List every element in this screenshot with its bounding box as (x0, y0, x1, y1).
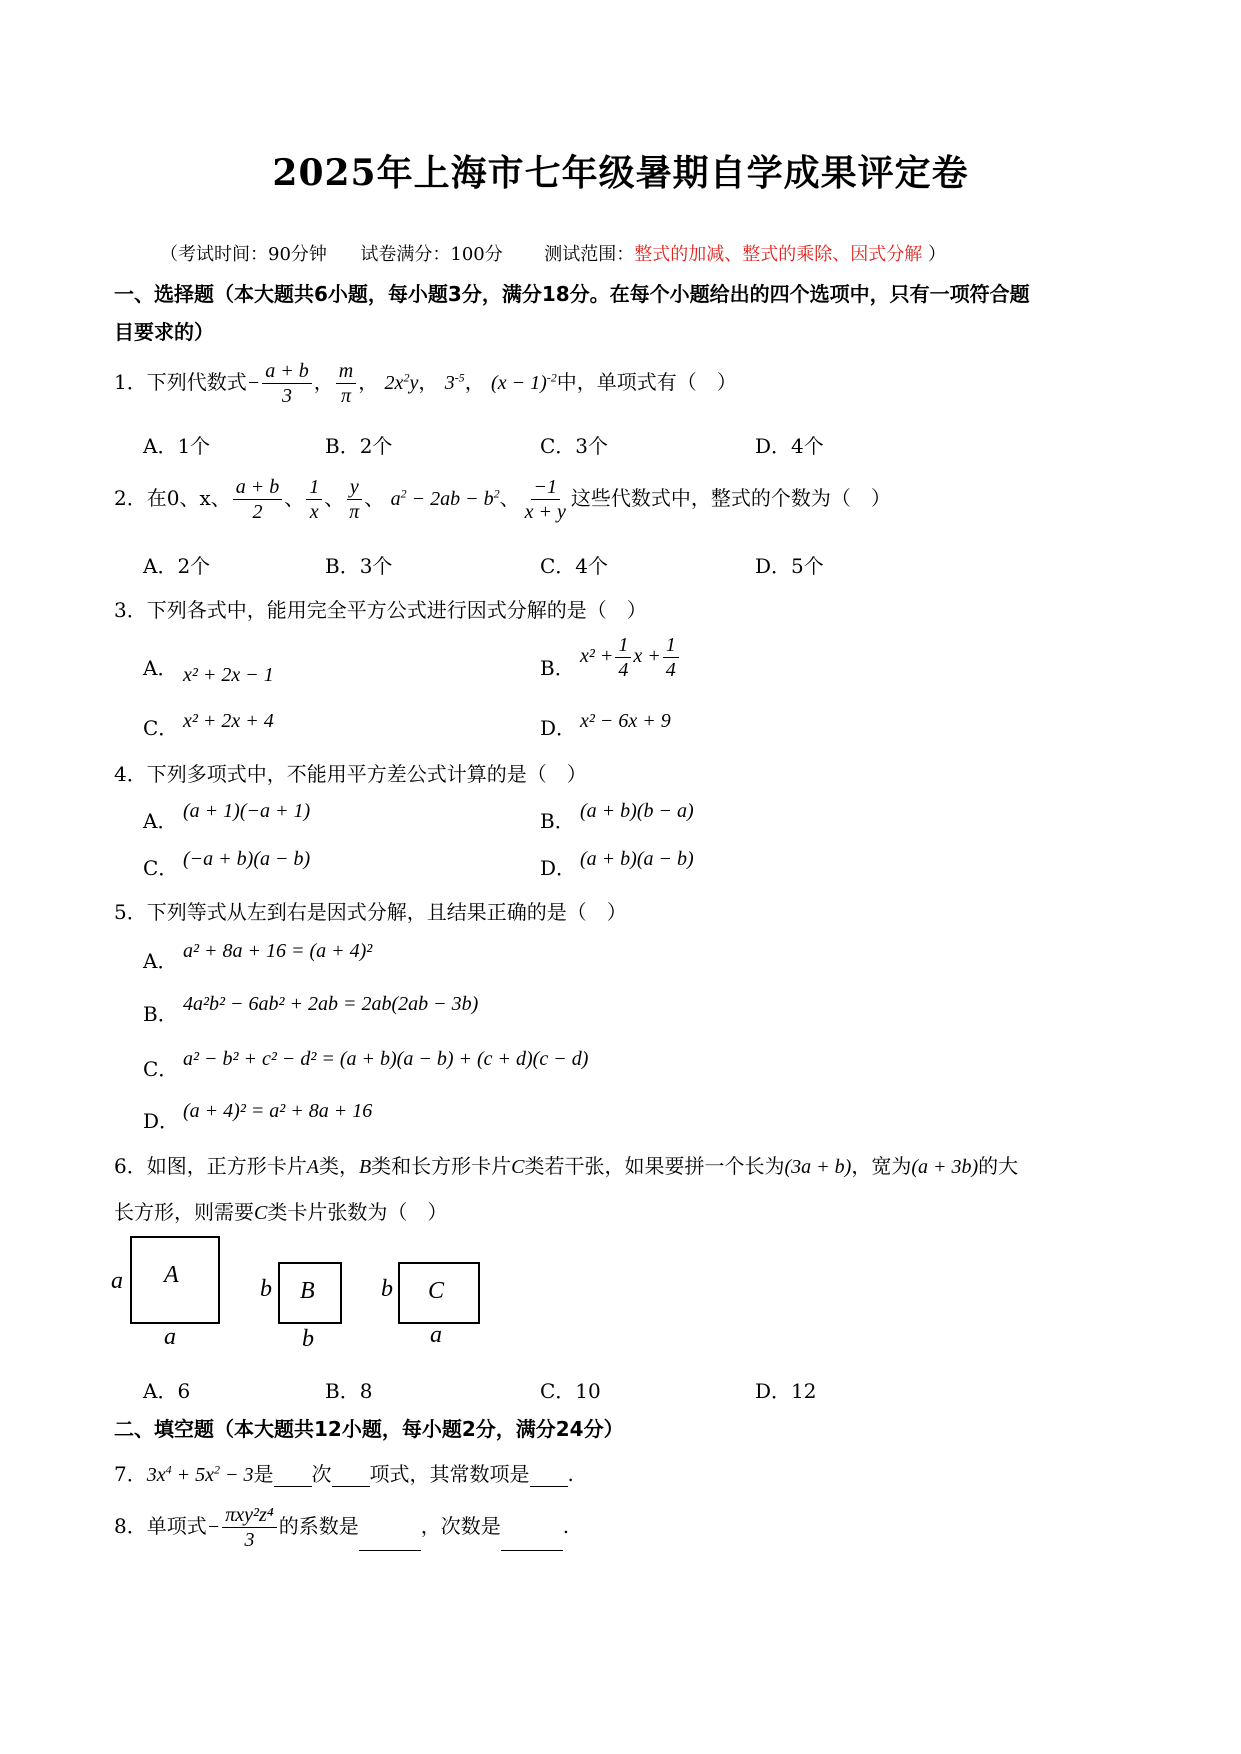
question-stem: 类， (318, 1154, 359, 1178)
question-1 (114, 360, 737, 407)
option-d: D． (540, 716, 577, 740)
fraction (522, 476, 569, 523)
option-c: C． (143, 856, 179, 880)
option-c: C．10 (540, 1379, 601, 1403)
minus-sign: − (206, 1516, 221, 1538)
option-d-expr: x² − 6x + 9 (580, 710, 671, 732)
option-b-expr: 4a²b² − 6ab² + 2ab = 2ab(2ab − 3b) (183, 993, 479, 1015)
option-b: B． (143, 1002, 178, 1026)
expr-part: x + (633, 645, 661, 668)
period: . (567, 1462, 574, 1486)
fraction-denominator: x (309, 501, 319, 523)
question-stem: 下列各式中，能用完全平方公式进行因式分解的是（ ） (146, 598, 647, 622)
fraction-numerator: πxy²z⁴ (222, 1504, 277, 1528)
question-tail: 中，单项式有（ ） (556, 370, 737, 394)
fraction-denominator: 2 (252, 501, 263, 523)
option-b: B． (540, 809, 575, 833)
option-a-expr: x² + 2x − 1 (183, 664, 274, 686)
card-b-bottom-label: b (302, 1326, 314, 1352)
option-d-expr: (a + b)(a − b) (580, 848, 694, 870)
fraction-denominator: 4 (665, 659, 676, 681)
card-a-label: A (164, 1262, 179, 1288)
option-b-expr (580, 634, 681, 681)
question-number: 7． (114, 1462, 147, 1486)
fraction-denominator: x + y (524, 501, 566, 523)
term-base: (x − 1) (491, 372, 547, 394)
card-c-ref: C (254, 1202, 268, 1224)
option-c-expr: a² − b² + c² − d² = (a + b)(a − b) + (c + d)(c − d) (183, 1048, 589, 1070)
option-c: C． (143, 716, 179, 740)
question-tail: 这些代数式中，整式的个数为（ ） (570, 486, 891, 510)
option-c-expr: (−a + b)(a − b) (183, 848, 311, 870)
term (491, 372, 557, 394)
fraction-numerator: 1 (306, 476, 322, 500)
question-number: 2． (114, 486, 147, 510)
question-stem: 单项式 (146, 1514, 207, 1538)
separator: 、 (499, 486, 520, 510)
question-5 (114, 896, 627, 925)
term-base: − 3 (220, 1464, 254, 1486)
question-stem: 长方形，则需要 (114, 1200, 254, 1224)
exponent: 2 (493, 486, 500, 501)
card-c-label: C (428, 1278, 445, 1304)
card-a-side-label: a (111, 1268, 123, 1294)
exponent: -2 (546, 370, 557, 385)
period: . (562, 1514, 570, 1538)
fraction (663, 634, 679, 681)
option-d: D．12 (755, 1379, 817, 1403)
option-d: D．5个 (755, 554, 824, 578)
answer-blank[interactable] (501, 1530, 563, 1551)
option-d-expr: (a + 4)² = a² + 8a + 16 (183, 1100, 373, 1122)
fraction (233, 476, 283, 523)
option-c: C．3个 (540, 434, 609, 458)
term-base: a (390, 488, 401, 510)
answer-blank[interactable] (359, 1530, 421, 1551)
length-expr: (3a + b) (784, 1156, 852, 1178)
question-stem: 次 (311, 1462, 332, 1486)
fraction-denominator: π (349, 501, 360, 523)
option-a: A．2个 (143, 554, 211, 578)
separator: ， (358, 370, 379, 394)
card-b-ref: B (358, 1156, 372, 1178)
fraction (336, 360, 356, 407)
question-3 (114, 594, 647, 623)
card-a-ref: A (306, 1156, 319, 1178)
card-c-ref: C (511, 1156, 525, 1178)
separator: ， (313, 370, 334, 394)
term-rest: − 2ab − b (406, 488, 494, 510)
polynomial (147, 1464, 254, 1486)
card-a-bottom-label: a (164, 1324, 176, 1350)
answer-blank[interactable] (274, 1466, 312, 1487)
term-base: + 5x (171, 1464, 214, 1486)
question-7 (114, 1458, 574, 1487)
question-6-line2 (114, 1196, 447, 1225)
question-8 (114, 1504, 569, 1551)
question-stem: 类和长方形卡片 (371, 1154, 512, 1178)
exam-scope: 整式的加减、整式的乘除、因式分解 (634, 244, 923, 265)
fraction-numerator: a + b (262, 360, 312, 384)
card-c-side-label: b (381, 1276, 393, 1302)
answer-blank[interactable] (530, 1466, 568, 1487)
option-c-expr: x² + 2x + 4 (183, 710, 274, 732)
exam-time: （考试时间：90分钟 (160, 244, 327, 265)
question-number: 1． (114, 370, 147, 394)
fraction-numerator: 1 (663, 634, 679, 658)
term (385, 372, 419, 394)
option-a: A． (143, 809, 178, 833)
term-base: 3 (444, 372, 455, 394)
option-a: A． (143, 656, 178, 680)
separator: ， (464, 370, 485, 394)
option-b: B．2个 (325, 434, 393, 458)
question-number: 4． (114, 762, 147, 786)
exponent: 4 (165, 1462, 172, 1477)
option-a-expr: (a + 1)(−a + 1) (183, 800, 311, 822)
minus-sign: − (246, 372, 261, 394)
fraction-denominator: 3 (281, 385, 292, 407)
fraction-denominator: π (340, 385, 351, 407)
exam-info (160, 240, 946, 266)
fraction-denominator: 4 (618, 659, 629, 681)
question-stem: ，宽为 (851, 1154, 912, 1178)
section1-heading-line1: 一、选择题（本大题共6小题，每小题3分，满分18分。在每个小题给出的四个选项中，只有一项符合题 (114, 282, 1030, 306)
question-number: 6． (114, 1154, 147, 1178)
question-number: 3． (114, 598, 147, 622)
option-d: D．4个 (755, 434, 824, 458)
exponent: -5 (454, 370, 465, 385)
question-stem: 的大 (978, 1154, 1019, 1178)
fraction (262, 360, 312, 407)
question-stem: 如图，正方形卡片 (146, 1154, 307, 1178)
question-2 (114, 476, 891, 523)
question-number: 8． (114, 1514, 147, 1538)
card-c-bottom-label: a (430, 1322, 442, 1348)
option-a: A．1个 (143, 434, 211, 458)
expr-part: x² + (580, 645, 614, 668)
exponent: 2 (400, 486, 407, 501)
question-6 (114, 1150, 1018, 1179)
question-stem: 下列多项式中，不能用平方差公式计算的是（ ） (146, 762, 587, 786)
term (445, 372, 465, 394)
separator: 、 (284, 486, 305, 510)
exam-score: 试卷满分：100分 (360, 244, 503, 265)
question-stem: 在0、x、 (146, 486, 231, 510)
separator: 、 (324, 486, 345, 510)
fraction (615, 634, 631, 681)
question-number: 5． (114, 900, 147, 924)
question-stem: 类卡片张数为（ ） (267, 1200, 448, 1224)
fraction-numerator: 1 (615, 634, 631, 658)
question-stem: 下列代数式 (146, 370, 247, 394)
page-title: 2025年上海市七年级暑期自学成果评定卷 (272, 152, 969, 194)
answer-blank[interactable] (332, 1466, 370, 1487)
option-c: C．4个 (540, 554, 609, 578)
fraction-numerator: a + b (233, 476, 283, 500)
question-stem: ，次数是 (420, 1514, 501, 1538)
card-b-label: B (300, 1278, 315, 1304)
option-b: B．8 (325, 1379, 373, 1403)
polynomial (391, 488, 500, 510)
term-var: y (409, 372, 419, 394)
question-stem: 下列等式从左到右是因式分解，且结果正确的是（ ） (146, 900, 627, 924)
section2-heading: 二、填空题（本大题共12小题，每小题2分，满分24分） (114, 1417, 624, 1441)
fraction-numerator: m (336, 360, 356, 384)
question-stem: 的系数是 (278, 1514, 359, 1538)
option-a: A． (143, 949, 178, 973)
separator: ， (418, 370, 439, 394)
exponent: 2 (403, 370, 410, 385)
card-b-side-label: b (260, 1276, 272, 1302)
option-b: B．3个 (325, 554, 393, 578)
fraction-denominator: 3 (244, 1529, 255, 1551)
term-base: 3x (146, 1464, 166, 1486)
option-b-expr: (a + b)(b − a) (580, 800, 694, 822)
term-base: 2x (384, 372, 404, 394)
exponent: 2 (214, 1462, 220, 1477)
option-a-expr: a² + 8a + 16 = (a + 4)² (183, 940, 373, 962)
exam-scope-label: 测试范围： (544, 244, 635, 265)
question-stem: 项式，其常数项是 (369, 1462, 530, 1486)
exam-info-close: ） (927, 244, 946, 265)
fraction-numerator: −1 (531, 476, 561, 500)
option-d: D． (143, 1109, 180, 1133)
fraction (222, 1504, 277, 1551)
option-d: D． (540, 856, 577, 880)
fraction-numerator: y (347, 476, 362, 500)
option-c: C． (143, 1057, 179, 1081)
question-4 (114, 758, 587, 787)
separator: 、 (364, 486, 385, 510)
width-expr: (a + 3b) (911, 1156, 979, 1178)
option-b: B． (540, 656, 575, 680)
fraction (306, 476, 322, 523)
option-a: A．6 (143, 1379, 191, 1403)
question-stem: 是 (253, 1462, 274, 1486)
section1-heading-line2: 目要求的） (114, 320, 214, 344)
fraction (346, 476, 362, 523)
question-stem: 类若干张，如果要拼一个长为 (524, 1154, 785, 1178)
